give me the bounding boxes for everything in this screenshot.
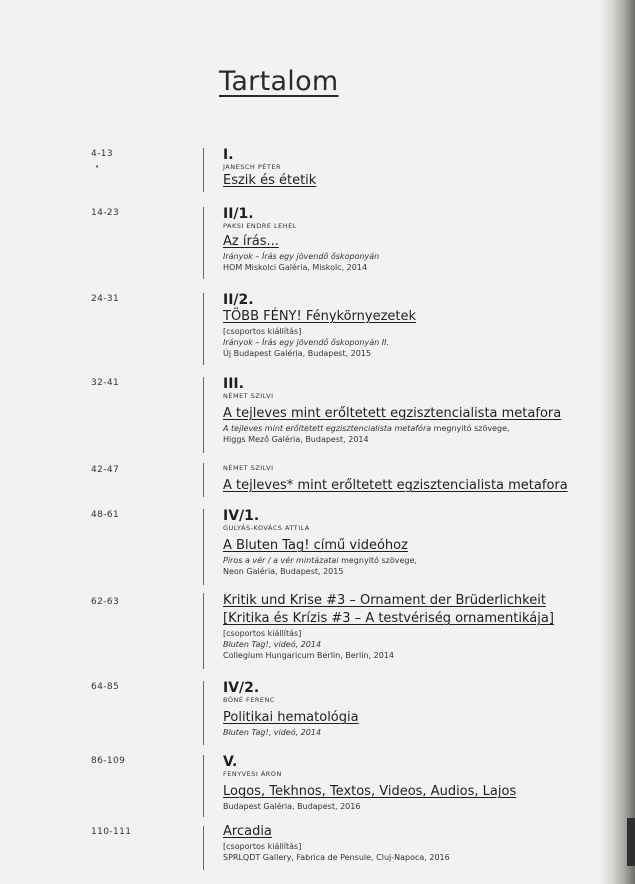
venue: Új Budapest Galéria, Budapest, 2015 bbox=[223, 349, 372, 358]
venue: Higgs Mező Galéria, Budapest, 2014 bbox=[223, 435, 369, 444]
work-subtitle: Irányok – Írás egy jövendő őskoponyán bbox=[223, 252, 380, 261]
page-range: 110-111 bbox=[91, 827, 132, 837]
section-number: II/1. bbox=[223, 206, 254, 222]
divider-rule bbox=[203, 755, 204, 817]
divider-rule bbox=[203, 293, 204, 365]
section-number: V. bbox=[223, 754, 238, 770]
page-range: 62-63 bbox=[91, 597, 120, 607]
work-title: A tejleves* mint erőltetett egzisztencialista metafora bbox=[223, 478, 568, 493]
page-range: 24-31 bbox=[91, 294, 120, 304]
page-range: 64-85 bbox=[91, 682, 120, 692]
page-range: 86-109 bbox=[91, 756, 126, 766]
toc-entry bbox=[223, 376, 603, 445]
author-name: GULYÁS-KOVÁCS ATTILA bbox=[223, 524, 310, 532]
subtitle-italic: Piros a vér / a vér mintázatai bbox=[223, 556, 339, 565]
work-title: Logos, Tekhnos, Textos, Videos, Audios, Lajos bbox=[223, 784, 517, 799]
author-name: BÓNÉ FERENC bbox=[223, 696, 275, 704]
page-title: Tartalom bbox=[219, 66, 339, 97]
page-range: 32-41 bbox=[91, 378, 120, 388]
work-title-translation: [Kritika és Krízis #3 – A testvériség ornamentikája] bbox=[223, 611, 554, 626]
work-title: Eszik és étetik bbox=[223, 173, 317, 188]
divider-rule bbox=[203, 148, 204, 192]
divider-rule bbox=[203, 681, 204, 745]
toc-entry bbox=[223, 206, 603, 273]
author-name: NÉMET SZILVI bbox=[223, 392, 274, 400]
divider-rule bbox=[203, 377, 204, 453]
work-subtitle bbox=[223, 555, 603, 566]
work-title: A Bluten Tag! című videóhoz bbox=[223, 538, 408, 553]
page-range: 4-13 bbox=[91, 149, 114, 159]
bullet-mark: • bbox=[95, 163, 100, 171]
toc-entry bbox=[223, 592, 603, 661]
exhibition-note: [csoportos kiállítás] bbox=[223, 327, 302, 336]
book-edge bbox=[627, 818, 635, 866]
work-subtitle: Bluten Tag!, videó, 2014 bbox=[223, 728, 322, 737]
page-gutter-shadow bbox=[599, 0, 635, 884]
venue: HOM Miskolci Galéria, Miskolc, 2014 bbox=[223, 263, 368, 272]
exhibition-note: [csoportos kiállítás] bbox=[223, 842, 302, 851]
toc-entry bbox=[223, 754, 603, 812]
venue: SPRLQDT Gallery, Fabrica de Pensule, Cluj-Napoca, 2016 bbox=[223, 853, 450, 862]
author-name: JANESCH PÉTER bbox=[223, 163, 281, 171]
toc-entry bbox=[223, 464, 603, 495]
work-title: Kritik und Krise #3 – Ornament der Brüderlichkeit bbox=[223, 593, 546, 608]
venue: Neon Galéria, Budapest, 2015 bbox=[223, 567, 344, 576]
subtitle-italic: A tejleves mint erőltetett egzisztencialista metafóra bbox=[223, 424, 432, 433]
toc-entry bbox=[223, 147, 603, 190]
divider-rule bbox=[203, 509, 204, 585]
work-subtitle bbox=[223, 423, 603, 434]
work-title: TÖBB FÉNY! Fénykörnyezetek bbox=[223, 309, 417, 324]
toc-entry bbox=[223, 680, 603, 738]
divider-rule bbox=[203, 463, 204, 497]
work-title: Arcadia bbox=[223, 824, 272, 839]
venue: Budapest Galéria, Budapest, 2016 bbox=[223, 802, 361, 811]
work-title: Politikai hematológia bbox=[223, 710, 359, 725]
venue: Collegium Hungaricum Berlin, Berlin, 2014 bbox=[223, 651, 394, 660]
page-range: 42-47 bbox=[91, 465, 120, 475]
work-title: A tejleves mint erőltetett egzisztencialista metafora bbox=[223, 406, 562, 421]
work-subtitle: Bluten Tag!, videó, 2014 bbox=[223, 640, 322, 649]
toc-entry bbox=[223, 508, 603, 577]
work-title: Az írás... bbox=[223, 234, 279, 249]
work-subtitle: Irányok – Írás egy jövendő őskoponyán II. bbox=[223, 338, 390, 347]
section-number: I. bbox=[223, 147, 234, 163]
divider-rule bbox=[203, 593, 204, 669]
toc-entry bbox=[223, 823, 603, 863]
author-name: PAKSI ENDRE LEHEL bbox=[223, 222, 297, 230]
section-number: IV/1. bbox=[223, 508, 260, 524]
section-number: III. bbox=[223, 376, 244, 392]
page-range: 14-23 bbox=[91, 208, 120, 218]
author-name: NÉMET SZILVI bbox=[223, 464, 274, 472]
page-range: 48-61 bbox=[91, 510, 120, 520]
author-name: FENYVESI ÁRON bbox=[223, 770, 282, 778]
subtitle-rest: megnyitó szövege, bbox=[338, 556, 417, 565]
section-number: IV/2. bbox=[223, 680, 260, 696]
toc-entry bbox=[223, 292, 603, 359]
subtitle-rest: megnyitó szövege, bbox=[431, 424, 510, 433]
divider-rule bbox=[203, 207, 204, 279]
section-number: II/2. bbox=[223, 292, 254, 308]
divider-rule bbox=[203, 826, 204, 870]
exhibition-note: [csoportos kiállítás] bbox=[223, 629, 302, 638]
